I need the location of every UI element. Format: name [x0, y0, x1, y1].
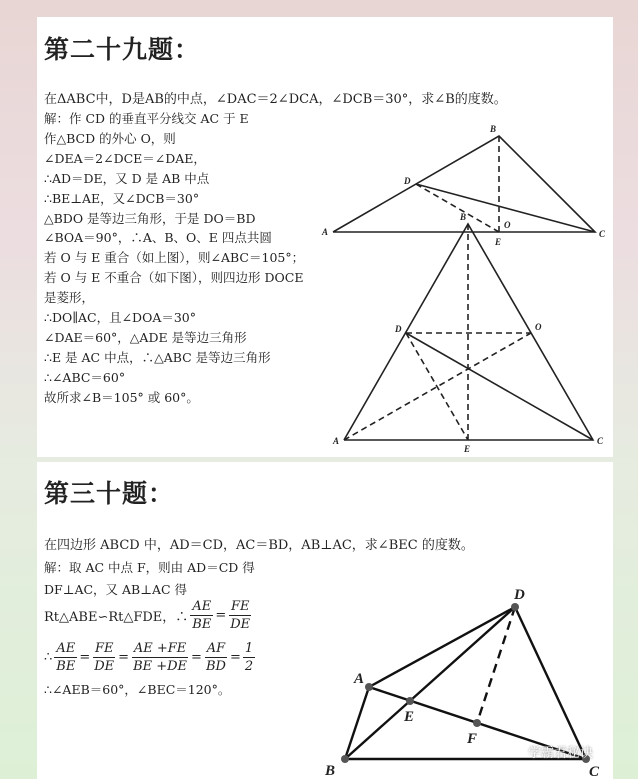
problem29-solution-line: 故所求∠B＝105° 或 60°。 — [44, 389, 199, 405]
svg-text:B: B — [460, 212, 467, 222]
equals: = — [229, 650, 241, 665]
problem29-title: 第二十九题： — [44, 35, 201, 64]
problem29-solution-line: 作△BCD 的外心 O，则 — [44, 130, 176, 146]
problem29-solution-line: ∴DO∥AC，且∠DOA＝30° — [44, 310, 197, 325]
watermark: 学霸君秘诀 — [528, 746, 594, 761]
problem29-solution-line: ∠DEA＝2∠DCE＝∠DAE， — [44, 150, 206, 166]
problem30-solution-line: 解：取 AC 中点 F，则由 AD＝CD 得 — [44, 560, 255, 575]
equals: = — [79, 650, 91, 665]
equals: = — [191, 650, 202, 665]
diagram-29-top-labels — [321, 124, 606, 247]
fraction-fe-de: $\frac{FE}{DE}$ — [94, 641, 115, 674]
problem29-solution-line: ∴E 是 AC 中点，∴△ABC 是等边三角形 — [44, 349, 271, 365]
diagram-29-bottom — [344, 224, 593, 440]
svg-text:B: B — [325, 763, 336, 779]
similar-prefix: Rt△ABE∽Rt△FDE，∴ — [44, 610, 189, 625]
problem29-statement: 在ΔABC中，D是AB的中点，∠DAC＝2∠DCA，∠DCB＝30°，求∠B的度数。 — [44, 92, 507, 107]
fraction-ae-be: $\frac{AE}{BE}$ — [192, 599, 212, 632]
svg-text:A: A — [354, 671, 365, 687]
svg-text:A: A — [322, 227, 329, 237]
svg-text:D: D — [404, 176, 411, 186]
problem30-conclusion: ∴∠AEB＝60°，∠BEC＝120°。 — [44, 682, 231, 697]
svg-text:O: O — [504, 220, 511, 230]
fraction-fe-de: $\frac{FE}{DE}$ — [230, 599, 251, 632]
problem30-solution-line: DF⊥AC，又 AB⊥AC 得 — [44, 582, 188, 597]
equals: = — [118, 650, 130, 665]
svg-text:C: C — [599, 229, 606, 239]
problem29-solution-line: △BDO 是等边三角形，于是 DO＝BD — [44, 210, 256, 226]
problem29-solution-line: ∠BOA＝90°，∴A、B、O、E 四点共圆 — [44, 230, 272, 246]
problem29-solution-line: ∴BE⊥AE，又∠DCB＝30° — [44, 190, 200, 206]
equals: = — [215, 608, 227, 623]
problem30-statement: 在四边形 ABCD 中，AD＝CD，AC＝BD，AB⊥AC，求∠BEC 的度数。 — [44, 538, 474, 553]
svg-text:A: A — [333, 436, 340, 446]
therefore-symbol: ∴ — [44, 650, 53, 665]
diagram-30 — [345, 607, 586, 759]
fraction-sum: $\frac{AE +FE}{BE +DE}$ — [133, 641, 188, 674]
problem29-solution-line: ∠DAE＝60°，△ADE 是等边三角形 — [44, 329, 247, 345]
svg-text:F: F — [467, 731, 478, 747]
svg-text:E: E — [495, 237, 502, 247]
svg-text:O: O — [535, 322, 542, 332]
problem29-solution-line: 若 O 与 E 重合（如上图），则∠ABC＝105°； — [44, 250, 305, 266]
problem29-solution-line: 是菱形， — [44, 290, 95, 306]
problem29-solution-line: 解：作 CD 的垂直平分线交 AC 于 E — [44, 111, 249, 126]
svg-text:C: C — [597, 436, 604, 446]
problem29-solution-line: ∴∠ABC＝60° — [44, 369, 126, 385]
svg-text:C: C — [589, 764, 600, 779]
svg-text:B: B — [490, 124, 497, 134]
problem29-solution-line: 若 O 与 E 不重合（如下图），则四边形 DOCE — [44, 270, 304, 286]
fraction-half: $\frac{1}{2}$ — [244, 641, 254, 674]
svg-text:E: E — [404, 709, 415, 725]
problem29-solution-line: ∴AD＝DE，又 D 是 AB 中点 — [44, 170, 210, 186]
fraction-af-bd: $\frac{AF}{BD}$ — [205, 641, 226, 674]
fraction-ae-be: $\frac{AE}{BE}$ — [56, 641, 76, 674]
svg-text:D: D — [395, 324, 402, 334]
svg-text:E: E — [464, 444, 471, 454]
svg-text:D: D — [514, 587, 525, 603]
problem30-title: 第三十题： — [44, 479, 175, 508]
